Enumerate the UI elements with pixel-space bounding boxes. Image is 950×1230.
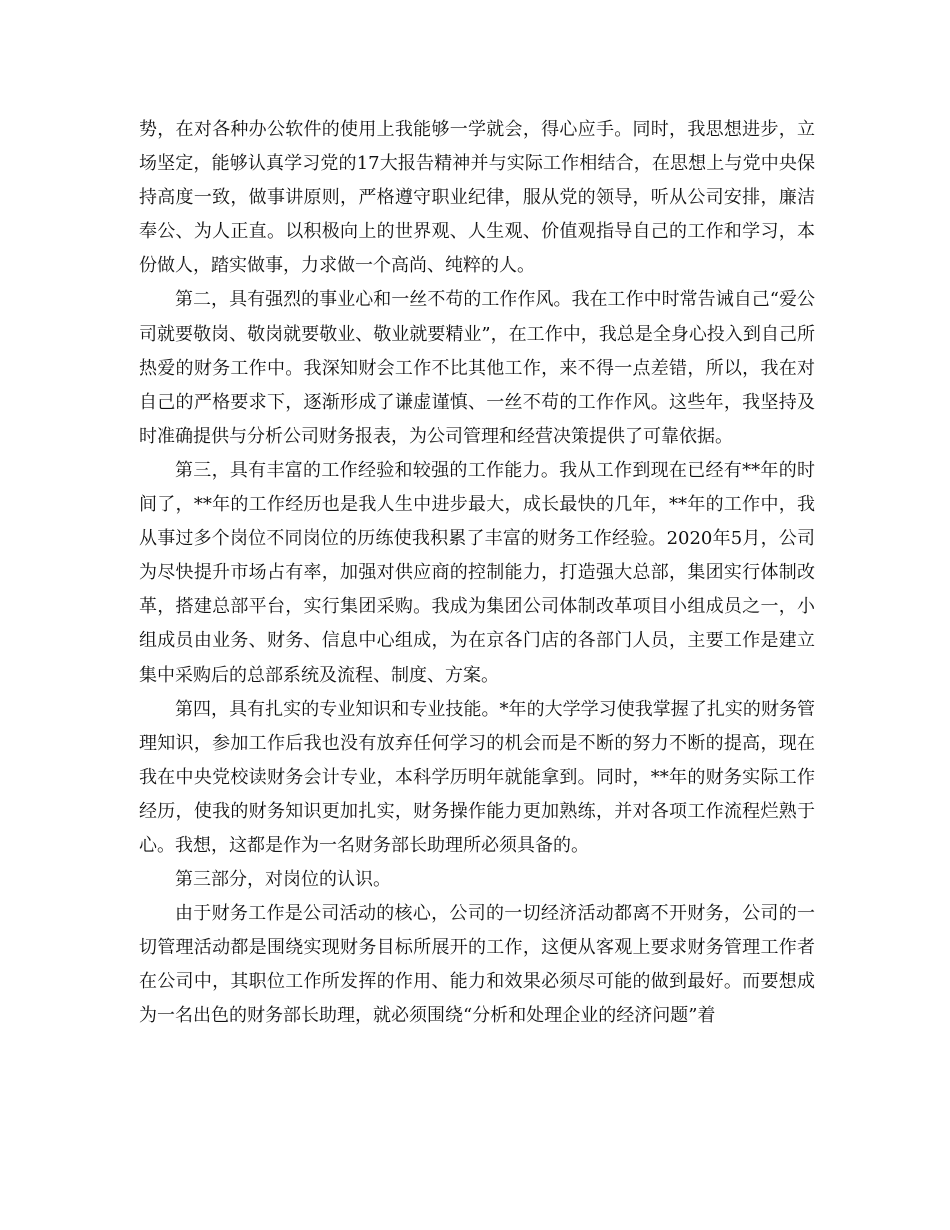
- paragraph-role-understanding: 由于财务工作是公司活动的核心，公司的一切经济活动都离不开财务，公司的一切管理活动都是围绕实现财务目标所展开的工作，这便从客观上要求财务管理工作者在公司中，其职位工作所发挥的作用、能力和效果必须尽可能的做到最好。而要想成为一名出色的财务部长助理，就必须围绕“分析和处理企业的经济问题”着: [139, 903, 815, 1027]
- paragraph-political-stance: 势，在对各种办公软件的使用上我能够一学就会，得心应手。同时，我思想进步，立场坚定，能够认真学习党的17大报告精神并与实际工作相结合，在思想上与党中央保持高度一致，做事讲原则，严格遵守职业纪律，服从党的领导，听从公司安排，廉洁奉公、为人正直。以积极向上的世界观、人生观、价值观指导自己的工作和学习，本份做人，踏实做事，力求做一个高尚、纯粹的人。: [139, 119, 815, 277]
- document-body: [139, 113, 815, 1034]
- paragraph-second-work-attitude: 第二，具有强烈的事业心和一丝不苟的工作作风。我在工作中时常告诫自己“爱公司就要敬岗、敬岗就要敬业、敬业就要精业”，在工作中，我总是全身心投入到自己所热爱的财务工作中。我深知财会工作不比其他工作，来不得一点差错，所以，我在对自己的严格要求下，逐渐形成了谦虚谨慎、一丝不苟的工作作风。这些年，我坚持及时准确提供与分析公司财务报表，为公司管理和经营决策提供了可靠依据。: [139, 289, 815, 447]
- section-heading-part-three: 第三部分，对岗位的认识。: [175, 869, 391, 891]
- paragraph-third-work-experience: 第三，具有丰富的工作经验和较强的工作能力。我从工作到现在已经有**年的时间了，**年的工作经历也是我人生中进步最大，成长最快的几年，**年的工作中，我从事过多个岗位不同岗位的历练使我积累了丰富的财务工作经验。2020年5月，公司为尽快提升市场占有率，加强对供应商的控制能力，打造强大总部，集团实行体制改革，搭建总部平台，实行集团采购。我成为集团公司体制改革项目小组成员之一，小组成员由业务、财务、信息中心组成，为在京各门店的各部门人员，主要工作是建立集中采购后的总部系统及流程、制度、方案。: [139, 459, 815, 686]
- paragraph-fourth-professional-skills: 第四，具有扎实的专业知识和专业技能。*年的大学学习使我掌握了扎实的财务管理知识，参加工作后我也没有放弃任何学习的机会而是不断的努力不断的提高，现在我在中央党校读财务会计专业，本科学历明年就能拿到。同时，**年的财务实际工作经历，使我的财务知识更加扎实，财务操作能力更加熟练，并对各项工作流程烂熟于心。我想，这都是作为一名财务部长助理所必须具备的。: [139, 698, 815, 856]
